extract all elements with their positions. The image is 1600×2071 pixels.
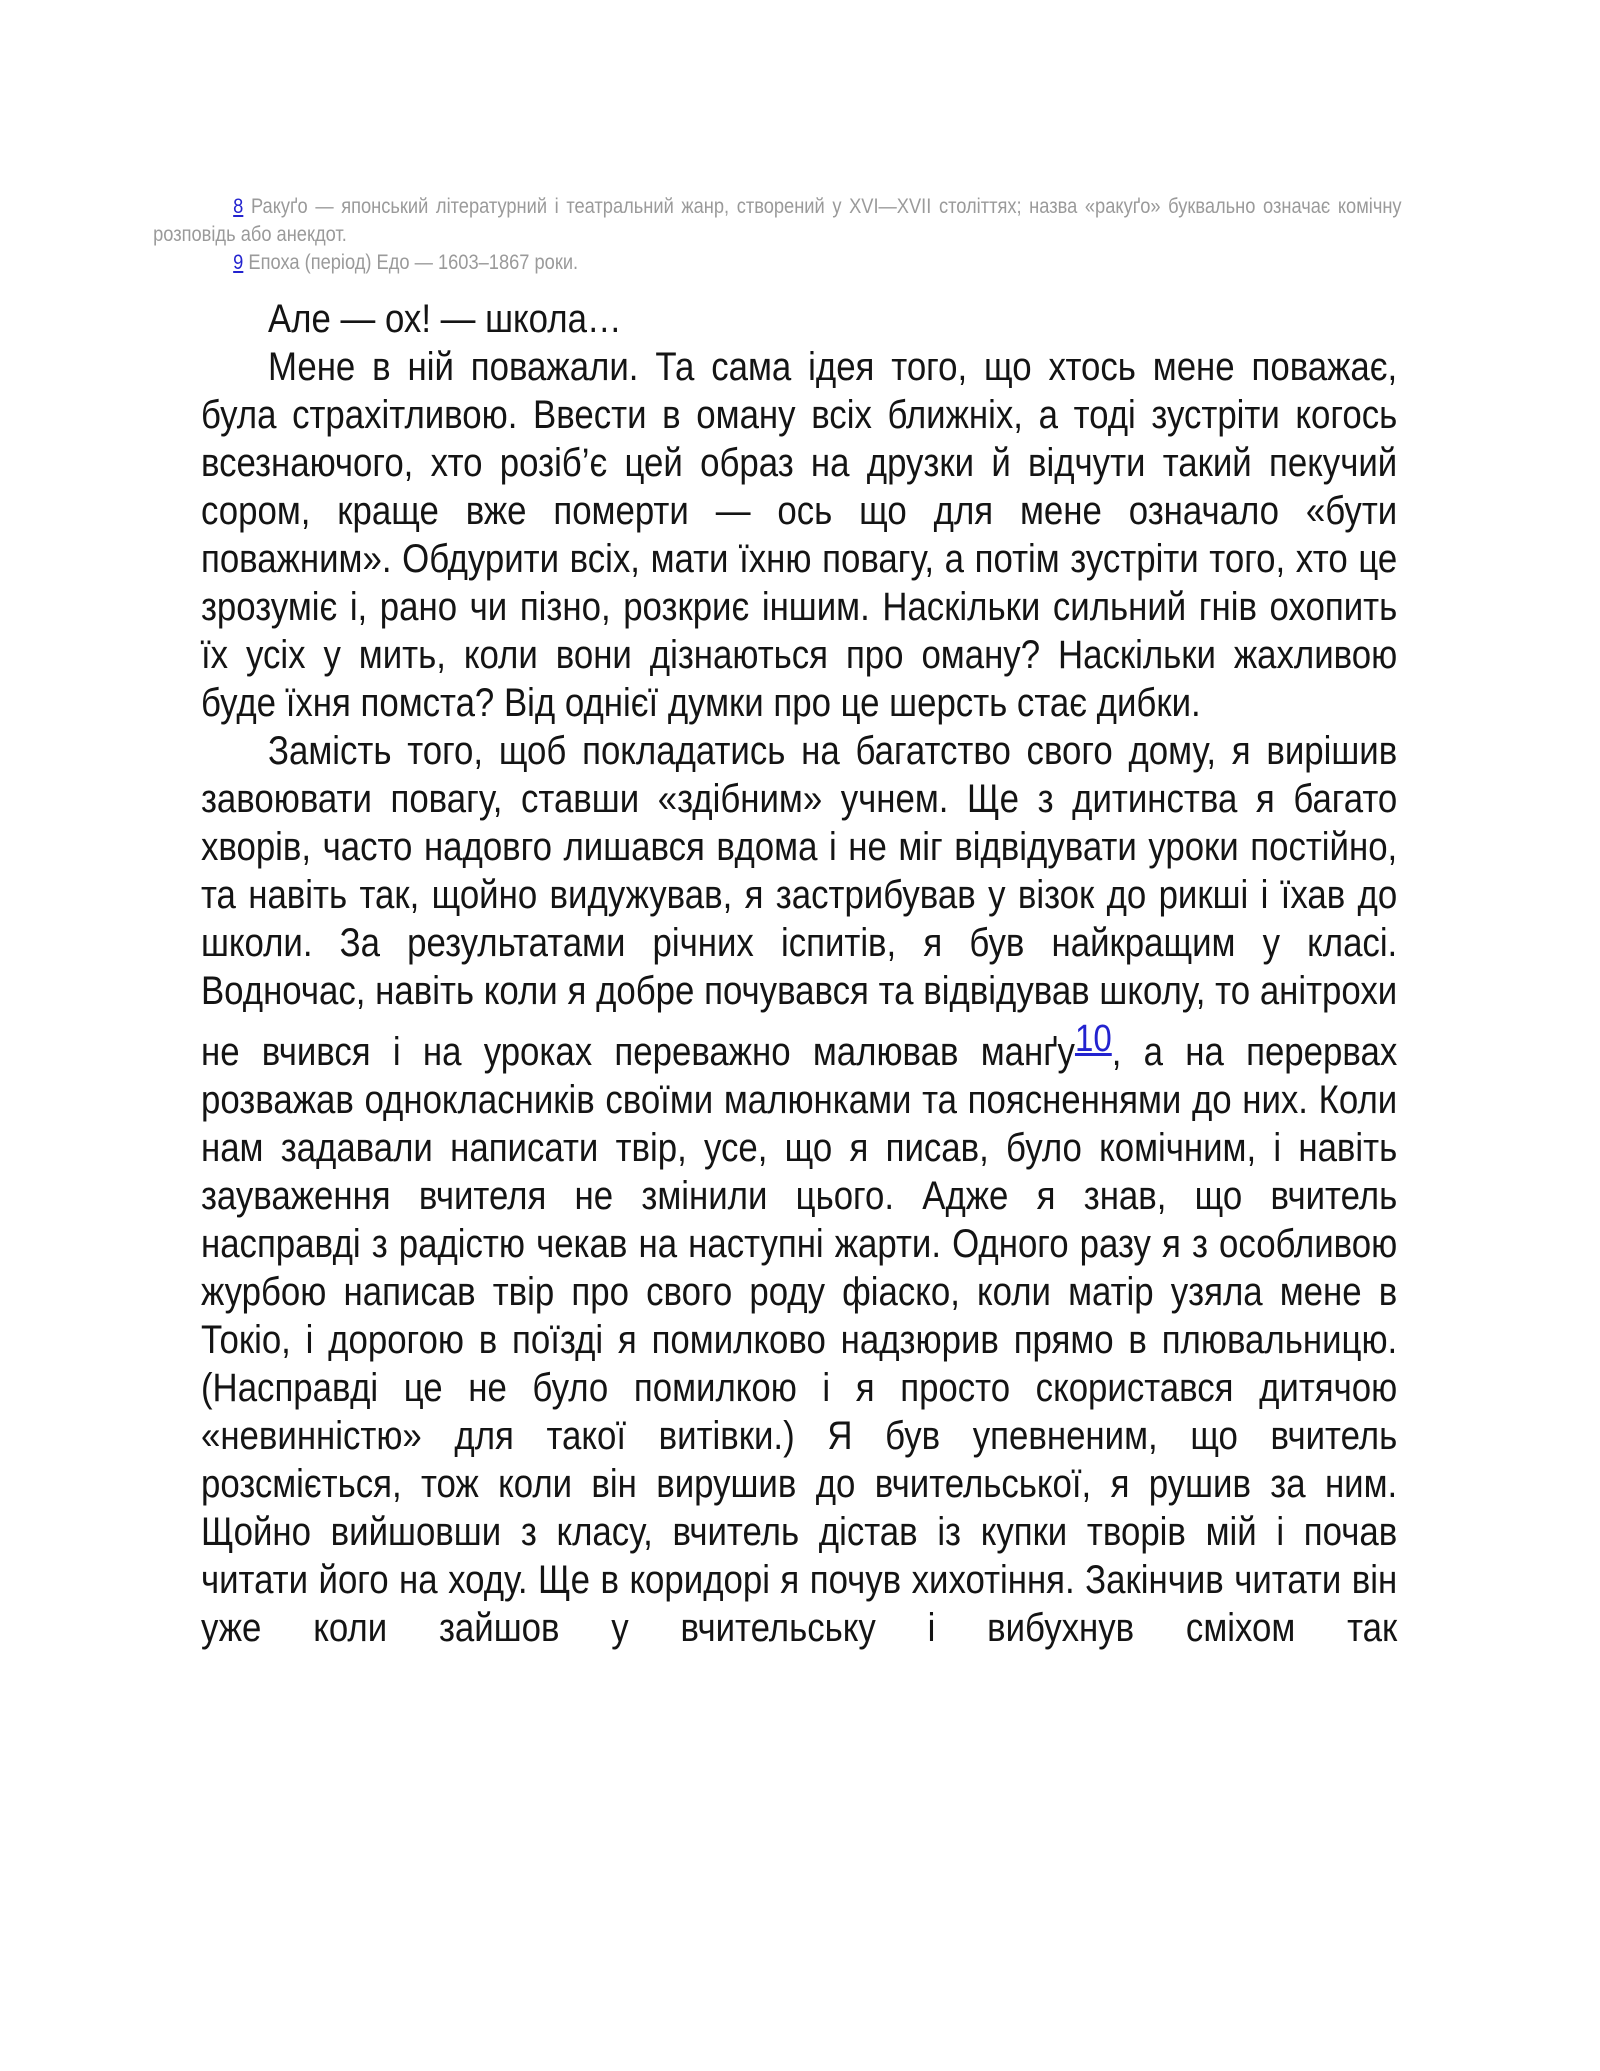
footnotes-block	[153, 193, 1401, 277]
paragraph-text: , а на перервах розважав однокласників своїми малюнками та поясненнями до них. Коли нам задавали написати твір, усе, що я писав, було комічним, і навіть зауваження вчителя не змінили цього. Адже я знав, що вчитель насправді з радістю чекав на наступні жарти. Одного разу я з особливою журбою написав твір про свого роду фіаско, коли матір узяла мене в Токіо, і дорогою в поїзді я помилково надзюрив прямо в плювальницю. (Насправді це не було помилкою і я просто скористався дитячою «невинністю» для такої витівки.) Я був упевненим, що вчитель розсміється, тож коли він вирушив до вчительської, я рушив за ним. Щойно вийшовши з класу, вчитель дістав із купки творів мій і почав читати його на ходу. Ще в коридорі я почув хихотіння. Закінчив читати він уже коли зайшов у вчительську і вибухнув сміхом так	[200, 1030, 1398, 1650]
footnote-marker-link[interactable]: 9	[233, 251, 244, 274]
footnote-item	[153, 249, 1401, 277]
body-text-block	[201, 295, 1397, 1652]
paragraph	[201, 727, 1397, 1652]
footnote-text: Епоха (період) Едо — 1603–1867 роки.	[248, 251, 579, 274]
footnote-text: Ракуґо — японський літературний і театральний жанр, створений у XVI—XVII століттях; назва «ракуґо» буквально означає комічну розповідь або анекдот.	[153, 195, 1402, 246]
footnote-marker-link[interactable]: 8	[233, 195, 244, 218]
page-content	[0, 193, 1600, 1652]
note-reference-link[interactable]: 10	[1074, 1018, 1112, 1060]
footnote-item	[153, 193, 1401, 249]
paragraph: Мене в ній поважали. Та сама ідея того, що хтось мене поважає, була страхітливою. Ввести в оману всіх ближніх, а тоді зустріти когось всезнаючого, хто розіб’є цей образ на друзки й відчути такий пекучий сором, краще вже померти — ось що для мене означало «бути поважним». Обдурити всіх, мати їхню повагу, а потім зустріти того, хто це зрозуміє і, рано чи пізно, розкриє іншим. Наскільки сильний гнів охопить їх усіх у мить, коли вони дізнаються про оману? Наскільки жахливою буде їхня помста? Від однієї думки про це шерсть стає дибки.	[200, 345, 1398, 725]
paragraph-text: Замість того, щоб покладатись на багатство свого дому, я вирішив завоювати повагу, ставши «здібним» учнем. Ще з дитинства я багато хворів, часто надовго лишався вдома і не міг відвідувати уроки постійно, та навіть так, щойно видужував, я застрибував у візок до рикші і їхав до школи. За результатами річних іспитів, я був найкращим у класі. Водночас, навіть коли я добре почувався та відвідував школу, то анітрохи не вчився і на уроках переважно малював манґу	[200, 729, 1398, 1074]
paragraph: Але — ох! — школа…	[267, 297, 622, 341]
